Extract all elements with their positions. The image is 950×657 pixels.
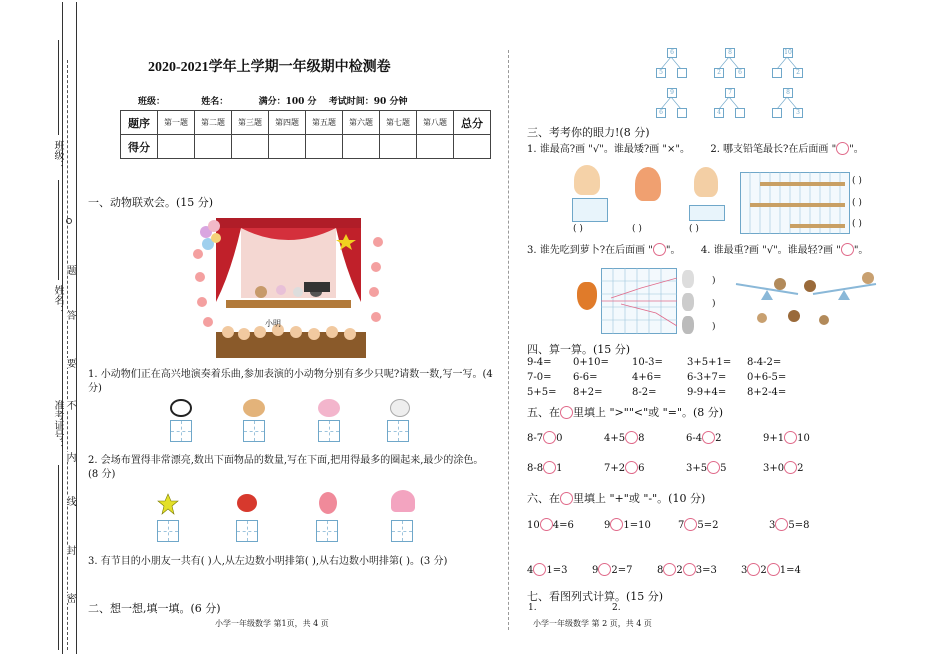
ops-item[interactable] (527, 518, 574, 533)
score-cell[interactable] (158, 135, 195, 159)
question-1-3: 3. 有节目的小朋友一共有( )人,从左边数小明排第( ),从右边数小明排第( )。(3 分) (88, 556, 448, 567)
section-4-heading: 四、算一算。(15 分) (527, 343, 631, 356)
seesaw-illustration (728, 272, 878, 334)
score-header: 第三题 (232, 111, 269, 135)
answer-circle[interactable] (625, 461, 638, 474)
seal-char: 要 (64, 358, 75, 368)
page-divider (508, 50, 509, 630)
score-header: 第二题 (195, 111, 232, 135)
compare-right: 1 (556, 463, 563, 474)
compare-item[interactable] (527, 461, 562, 476)
compare-item[interactable] (686, 431, 721, 446)
ops-part: 3 (769, 520, 776, 531)
circle-mark-icon (836, 142, 849, 155)
answer-circle[interactable] (625, 431, 638, 444)
ops-part: 5=2 (697, 520, 719, 531)
answer-circle[interactable] (543, 461, 556, 474)
kid-boy-icon (635, 167, 661, 201)
score-cell[interactable] (417, 135, 454, 159)
binding-name-line (58, 180, 59, 280)
height-box (572, 198, 608, 222)
score-header: 第五题 (306, 111, 343, 135)
score-cell[interactable] (306, 135, 343, 159)
page-title: 2020-2021学年上学期一年级期中检测卷 (148, 60, 391, 75)
calc-item[interactable]: 6-6= (573, 372, 598, 383)
binding-exam-label: 准考证号： (52, 400, 63, 450)
paren-kid-3: ( ) (689, 224, 699, 234)
question-1-1: 1. 小动物们正在高兴地演奏着乐曲,参加表演的小动物分别有多少只呢?请数一数,写一写。(4 分) (88, 369, 493, 394)
number-tree (772, 48, 802, 78)
score-cell[interactable] (232, 135, 269, 159)
compare-item[interactable] (604, 431, 644, 446)
calc-item[interactable]: 8+2= (573, 387, 603, 398)
score-cell[interactable] (269, 135, 306, 159)
question-1-2: 2. 会场布置得非常漂亮,数出下面物品的数量,写在下面,把用得最多的圈起来,最少的涂色。(8 分) (88, 455, 484, 480)
info-name: 姓名： (201, 97, 229, 107)
binding-line-outer (62, 2, 63, 654)
compare-right: 6 (638, 463, 645, 474)
answer-grid[interactable] (391, 520, 413, 542)
circle-mark-icon (560, 492, 573, 505)
section-6-text-b: 里填上 "+"或 "-"。(10 分) (573, 492, 706, 505)
calc-item[interactable]: 4+6= (632, 372, 662, 383)
question-3-3-end: "。 (665, 245, 681, 256)
calc-item[interactable]: 9-4= (527, 357, 552, 368)
ops-part: 4 (527, 565, 534, 576)
seal-char: 题 (64, 265, 75, 275)
ops-part: 2 (760, 565, 767, 576)
ops-item[interactable] (604, 518, 651, 533)
ops-item[interactable] (592, 563, 632, 578)
tree-box: 6 (735, 68, 745, 78)
height-box (689, 205, 725, 221)
calc-item[interactable]: 0+6-5= (747, 372, 787, 383)
ops-part: 7 (678, 520, 685, 531)
kid-boy2-icon (694, 167, 718, 197)
answer-grid[interactable] (157, 520, 179, 542)
score-row (121, 135, 491, 159)
rabbit-icon (682, 270, 694, 288)
seal-char: 不 (64, 400, 75, 410)
info-time: 考试时间：90 分钟 (328, 97, 408, 107)
tree-box: 10 (784, 49, 792, 56)
calc-item[interactable]: 3+5+1= (687, 357, 732, 368)
compare-right: 2 (797, 463, 804, 474)
score-header: 第六题 (343, 111, 380, 135)
calc-item[interactable]: 5+5= (527, 387, 557, 398)
circle-mark-icon (653, 243, 666, 256)
section-6-heading (527, 490, 705, 506)
answer-circle[interactable] (663, 563, 676, 576)
calc-item[interactable]: 8-2= (632, 387, 657, 398)
answer-circle[interactable] (540, 518, 553, 531)
section-5-text-b: 里填上 ">""<"或 "="。(8 分) (573, 406, 724, 419)
question-3-1 (527, 142, 864, 157)
question-3-3-text: 3. 谁先吃到萝卜?在后面画 " (527, 245, 653, 256)
answer-circle[interactable] (775, 518, 788, 531)
answer-circle[interactable] (702, 431, 715, 444)
ops-part: 3 (741, 565, 748, 576)
answer-circle[interactable] (784, 461, 797, 474)
number-tree (656, 88, 686, 118)
section-3-heading: 三、考考你的眼力!(8 分) (527, 126, 650, 139)
paren-rabbit-3: ) (712, 322, 716, 332)
lion-icon (243, 399, 265, 417)
tree-box: 8 (783, 88, 793, 98)
ops-part: 1=10 (623, 520, 651, 531)
paren-kid-1: ( ) (573, 224, 583, 234)
answer-circle[interactable] (683, 563, 696, 576)
ops-part: 5=8 (788, 520, 810, 531)
tree-box: 4 (714, 108, 724, 118)
rabbit-icon (682, 316, 694, 334)
ops-part: 1=3 (546, 565, 568, 576)
binding-name-label: 姓名： (52, 285, 63, 315)
compare-left: 4+5 (604, 433, 626, 444)
score-cell[interactable] (343, 135, 380, 159)
compare-right: 10 (797, 433, 810, 444)
score-header: 题序 (121, 111, 158, 135)
question-3-2-text: 2. 哪支铅笔最长?在后面画 " (710, 144, 837, 155)
circle-mark-icon (841, 243, 854, 256)
calc-item[interactable]: 10-3= (632, 357, 663, 368)
stage-illustration (186, 212, 388, 360)
race-grid (601, 268, 677, 334)
compare-item[interactable] (604, 461, 644, 476)
ops-item[interactable] (741, 563, 801, 578)
answer-circle[interactable] (610, 518, 623, 531)
compare-left: 8-8 (527, 463, 544, 474)
calc-item[interactable]: 8+2-4= (747, 387, 787, 398)
info-full-marks: 满分：100 分 (258, 97, 317, 107)
seal-dot (66, 218, 72, 224)
section-6-text: 六、在 (527, 492, 560, 505)
answer-grid[interactable] (316, 520, 338, 542)
paren-rabbit-1: ) (712, 276, 716, 286)
paren-pencil-1: ( ) (852, 176, 862, 186)
section-7-item-1: 1. (528, 603, 537, 613)
kid-girl-icon (574, 165, 600, 195)
tree-box: 3 (793, 108, 803, 118)
ops-part: 3=3 (695, 565, 717, 576)
tree-box[interactable] (735, 108, 745, 118)
paren-rabbit-2: ) (712, 299, 716, 309)
answer-grid[interactable] (170, 420, 192, 442)
seal-dash-line (67, 60, 68, 650)
score-header-row (121, 111, 491, 135)
calc-item[interactable]: 9-9+4= (687, 387, 727, 398)
answer-grid[interactable] (387, 420, 409, 442)
tree-box: 9 (667, 88, 677, 98)
tree-box[interactable] (677, 108, 687, 118)
answer-grid[interactable] (236, 520, 258, 542)
number-tree (714, 48, 744, 78)
compare-left: 3+0 (763, 463, 785, 474)
answer-circle[interactable] (533, 563, 546, 576)
info-class: 班级： (138, 97, 166, 107)
answer-grid[interactable] (243, 420, 265, 442)
binding-line-inner (76, 2, 77, 654)
sheep-icon (390, 399, 410, 417)
compare-left: 9+1 (763, 433, 785, 444)
ops-item[interactable] (657, 563, 717, 578)
footer-left: 小学一年级数学 第1页，共 4 页 (215, 619, 329, 628)
tree-box: 5 (656, 68, 666, 78)
calc-item[interactable]: 0+10= (573, 357, 609, 368)
paren-pencil-2: ( ) (852, 198, 862, 208)
score-header: 第一题 (158, 111, 195, 135)
number-tree (714, 88, 744, 118)
rabbit-icon (682, 293, 694, 311)
seal-char: 密 (64, 593, 75, 603)
tree-box[interactable] (677, 68, 687, 78)
carrot-icon (577, 282, 597, 310)
score-header: 第七题 (380, 111, 417, 135)
lantern-icon (237, 494, 257, 512)
number-tree (772, 88, 802, 118)
tree-box: 6 (667, 48, 677, 58)
panda-icon (170, 399, 192, 417)
section-2-heading: 二、想一想,填一填。(6 分) (88, 602, 221, 615)
compare-left: 3+5 (686, 463, 708, 474)
tree-box: 8 (725, 48, 735, 58)
paren-kid-2: ( ) (632, 224, 642, 234)
footer-right: 小学一年级数学 第 2 页，共 4 页 (533, 619, 652, 628)
answer-circle[interactable] (784, 431, 797, 444)
compare-item[interactable] (763, 431, 810, 446)
compare-item[interactable] (686, 461, 726, 476)
score-header: 总分 (454, 111, 491, 135)
calc-item[interactable]: 7-0= (527, 372, 552, 383)
question-3-3 (527, 243, 868, 258)
question-3-4-text: 4. 谁最重?画 "√"。谁最轻?画 " (700, 245, 841, 256)
ops-part: 8 (657, 565, 664, 576)
ops-part: 10 (527, 520, 540, 531)
answer-circle[interactable] (707, 461, 720, 474)
tree-box[interactable] (772, 68, 782, 78)
ops-part: 4=6 (552, 520, 574, 531)
number-tree (656, 48, 686, 78)
balloon-icon (319, 492, 337, 514)
score-table (120, 110, 491, 159)
seal-char: 内 (64, 452, 75, 462)
ops-item[interactable] (678, 518, 718, 533)
answer-circle[interactable] (747, 563, 760, 576)
tree-box: 7 (725, 88, 735, 98)
seal-char: 答 (64, 310, 75, 320)
ops-item[interactable] (527, 563, 567, 578)
paren-pencil-3: ( ) (852, 219, 862, 229)
score-row-label: 得分 (121, 135, 158, 159)
compare-left: 6-4 (686, 433, 703, 444)
ops-part: 2=7 (611, 565, 633, 576)
score-cell[interactable] (454, 135, 491, 159)
score-header: 第四题 (269, 111, 306, 135)
compare-item[interactable] (527, 431, 562, 446)
stage-label-xiaoming: 小明 (265, 319, 281, 328)
flower-pot-icon (391, 490, 415, 512)
star-icon (157, 493, 179, 515)
circle-mark-icon (560, 406, 573, 419)
question-3-2-end: "。 (849, 144, 864, 155)
question-3-1-text: 1. 谁最高?画 "√"。谁最矮?画 "×"。 (527, 144, 690, 155)
compare-right: 5 (720, 463, 727, 474)
pig-icon (318, 399, 340, 417)
score-cell[interactable] (195, 135, 232, 159)
ops-part: 1=4 (779, 565, 801, 576)
tree-box: 2 (793, 68, 803, 78)
tree-box[interactable] (772, 108, 782, 118)
section-7-heading: 七、看图列式计算。(15 分) (527, 590, 664, 603)
seal-char: 线 (64, 496, 75, 506)
section-1-heading: 一、动物联欢会。(15 分) (88, 196, 214, 209)
question-3-4-end: "。 (853, 245, 869, 256)
binding-class-label: 班级： (52, 140, 63, 170)
answer-circle[interactable] (767, 563, 780, 576)
compare-right: 2 (715, 433, 722, 444)
calc-item[interactable]: 6-3+7= (687, 372, 727, 383)
section-5-text: 五、在 (527, 406, 560, 419)
tree-box: 2 (714, 68, 724, 78)
ops-part: 9 (604, 520, 611, 531)
compare-right: 0 (556, 433, 563, 444)
binding-exam-line (58, 465, 59, 650)
info-line (138, 94, 407, 107)
ops-part: 2 (676, 565, 683, 576)
binding-class-line (58, 40, 59, 135)
section-7-item-2: 2. (612, 603, 621, 613)
compare-item[interactable] (763, 461, 803, 476)
score-header: 第八题 (417, 111, 454, 135)
pencil-grid (740, 172, 850, 234)
compare-right: 8 (638, 433, 645, 444)
answer-circle[interactable] (543, 431, 556, 444)
compare-left: 7+2 (604, 463, 626, 474)
ops-part: 9 (592, 565, 599, 576)
answer-circle[interactable] (598, 563, 611, 576)
score-cell[interactable] (380, 135, 417, 159)
answer-circle[interactable] (684, 518, 697, 531)
calc-item[interactable]: 8-4-2= (747, 357, 782, 368)
tree-box: 6 (656, 108, 666, 118)
section-5-heading (527, 404, 723, 420)
answer-grid[interactable] (318, 420, 340, 442)
ops-item[interactable] (769, 518, 809, 533)
compare-left: 8-7 (527, 433, 544, 444)
seal-char: 封 (64, 545, 75, 555)
